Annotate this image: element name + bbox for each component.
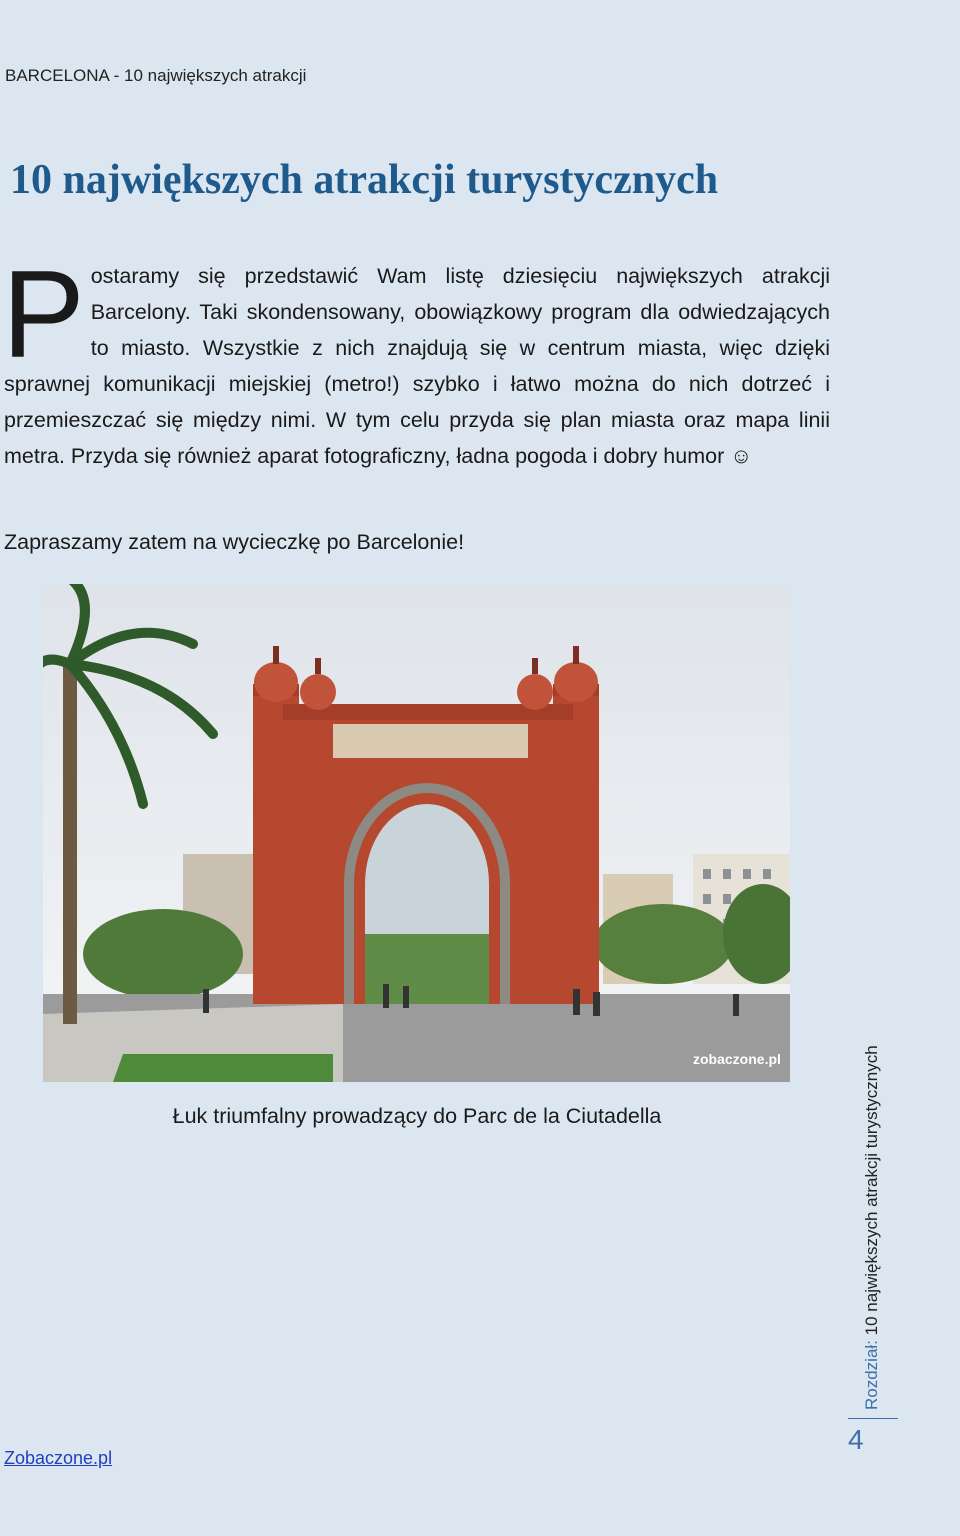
side-chapter-prefix: Rozdział: — [862, 1340, 881, 1410]
side-chapter-label — [862, 1045, 882, 1410]
intro-paragraph — [2, 246, 830, 474]
invitation-text: Zapraszamy zatem na wycieczkę po Barcelonie! — [4, 530, 465, 554]
photo-watermark: zobaczone.pl — [693, 1051, 781, 1067]
smiley-icon: ☺ — [730, 444, 753, 468]
footer-site-link[interactable]: Zobaczone.pl — [4, 1448, 113, 1468]
running-header: BARCELONA - 10 największych atrakcji — [5, 66, 307, 85]
drop-cap: P — [2, 246, 85, 384]
intro-text: ostaramy się przedstawić Wam listę dziesięciu największych atrakcji Barcelony. Taki skondensowany, obowiązkowy program dla odwiedzających to miasto. Wszystkie z nich znajdują się w centrum miasta, więc dzięki sprawnej komunikacji miejskiej (metro!) szybko i łatwo można do nich dotrzeć i przemieszczać się między nimi. W tym celu przyda się plan miasta oraz mapa linii metra. Przyda się również aparat fotograficzny, ładna pogoda i dobry humor — [4, 264, 830, 468]
side-chapter-title: 10 największych atrakcji turystycznych — [862, 1045, 881, 1336]
photo-caption: Łuk triumfalny prowadzący do Parc de la Ciutadella — [172, 1104, 662, 1128]
page-title: 10 największych atrakcji turystycznych — [10, 157, 719, 203]
page-number-rule — [848, 1418, 898, 1419]
arc-de-triomf-photo — [43, 584, 790, 1082]
page-number: 4 — [848, 1424, 864, 1455]
